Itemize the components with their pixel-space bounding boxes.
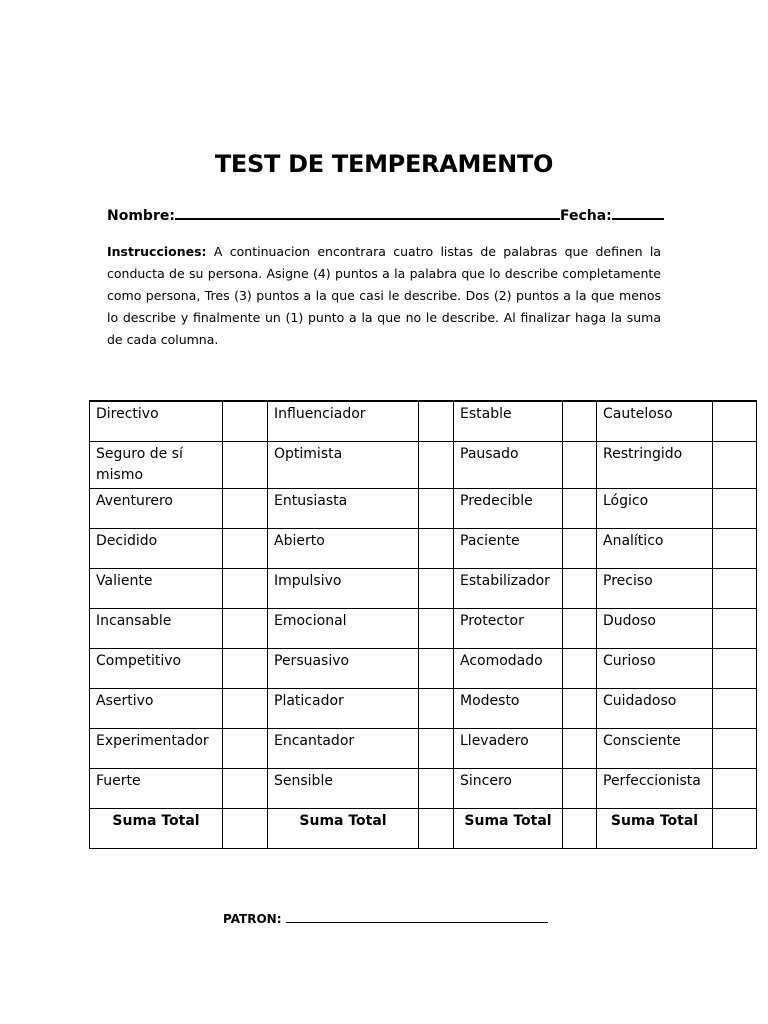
points-cell-d[interactable]	[223, 569, 268, 609]
name-date-line	[107, 205, 664, 224]
word-cell-i: Encantador	[268, 729, 419, 769]
word-cell-i: Entusiasta	[268, 489, 419, 529]
word-cell-d: Valiente	[90, 569, 223, 609]
points-cell-c[interactable]	[713, 489, 757, 529]
points-cell-d[interactable]	[223, 769, 268, 809]
points-cell-d[interactable]	[223, 729, 268, 769]
word-cell-c: Restringido	[597, 442, 713, 489]
table-row	[90, 529, 757, 569]
points-cell-d[interactable]	[223, 489, 268, 529]
instructions-label: Instrucciones:	[107, 244, 207, 259]
points-cell-i[interactable]	[419, 609, 454, 649]
points-cell-s[interactable]	[563, 489, 597, 529]
points-cell-d[interactable]	[223, 401, 268, 442]
sum-label-i: Suma Total	[268, 809, 419, 849]
points-cell-i[interactable]	[419, 689, 454, 729]
table-row	[90, 569, 757, 609]
points-cell-i[interactable]	[419, 489, 454, 529]
name-field[interactable]	[175, 205, 560, 220]
sum-label-c: Suma Total	[597, 809, 713, 849]
points-cell-s[interactable]	[563, 609, 597, 649]
word-cell-c: Consciente	[597, 729, 713, 769]
points-cell-s[interactable]	[563, 689, 597, 729]
instructions-paragraph	[107, 241, 661, 351]
points-cell-i[interactable]	[419, 769, 454, 809]
table-row	[90, 769, 757, 809]
word-cell-s: Llevadero	[454, 729, 563, 769]
word-cell-i: Emocional	[268, 609, 419, 649]
points-cell-d[interactable]	[223, 442, 268, 489]
word-cell-d: Experimentador	[90, 729, 223, 769]
points-cell-s[interactable]	[563, 569, 597, 609]
points-cell-s[interactable]	[563, 442, 597, 489]
word-cell-i: Sensible	[268, 769, 419, 809]
date-label: Fecha:	[559, 208, 612, 224]
points-cell-d[interactable]	[223, 609, 268, 649]
word-cell-c: Dudoso	[597, 609, 713, 649]
patron-line	[223, 911, 548, 926]
sum-row	[90, 809, 757, 849]
word-cell-d: Decidido	[90, 529, 223, 569]
word-cell-d: Aventurero	[90, 489, 223, 529]
word-cell-c: Cauteloso	[597, 401, 713, 442]
points-cell-c[interactable]	[713, 442, 757, 489]
word-cell-i: Influenciador	[268, 401, 419, 442]
table-row	[90, 609, 757, 649]
instructions-text: A continuacion encontrara cuatro listas de palabras que definen la conducta de su persona. Asigne (4) puntos a la palabra que lo describe completamente como persona, Tres (3) puntos a la que casi le describe. Dos (2) puntos a la que menos lo describe y finalmente un (1) punto a la que no le describe. Al finalizar haga la suma de cada columna.	[107, 244, 661, 347]
word-cell-s: Protector	[454, 609, 563, 649]
word-cell-s: Acomodado	[454, 649, 563, 689]
points-cell-c[interactable]	[713, 401, 757, 442]
word-cell-d: Asertivo	[90, 689, 223, 729]
date-field[interactable]	[612, 205, 664, 220]
word-cell-c: Curioso	[597, 649, 713, 689]
word-cell-c: Analítico	[597, 529, 713, 569]
word-cell-d: Fuerte	[90, 769, 223, 809]
points-cell-c[interactable]	[713, 649, 757, 689]
table-row	[90, 442, 757, 489]
points-cell-c[interactable]	[713, 769, 757, 809]
patron-label: PATRON:	[223, 912, 282, 926]
word-cell-c: Cuidadoso	[597, 689, 713, 729]
temperament-table	[89, 400, 757, 849]
patron-field[interactable]	[286, 911, 548, 923]
word-cell-s: Estabilizador	[454, 569, 563, 609]
name-label: Nombre:	[107, 208, 175, 224]
points-cell-c[interactable]	[713, 569, 757, 609]
points-cell-i[interactable]	[419, 569, 454, 609]
points-cell-d[interactable]	[223, 649, 268, 689]
word-cell-d: Seguro de sí mismo	[90, 442, 223, 489]
word-cell-s: Modesto	[454, 689, 563, 729]
word-cell-d: Competitivo	[90, 649, 223, 689]
word-cell-d: Incansable	[90, 609, 223, 649]
points-cell-i[interactable]	[419, 401, 454, 442]
sum-cell-d[interactable]	[223, 809, 268, 849]
points-cell-d[interactable]	[223, 529, 268, 569]
sum-label-d: Suma Total	[90, 809, 223, 849]
sum-cell-i[interactable]	[419, 809, 454, 849]
points-cell-c[interactable]	[713, 689, 757, 729]
points-cell-i[interactable]	[419, 729, 454, 769]
sum-cell-c[interactable]	[713, 809, 757, 849]
word-cell-i: Impulsivo	[268, 569, 419, 609]
sum-cell-s[interactable]	[563, 809, 597, 849]
points-cell-s[interactable]	[563, 649, 597, 689]
word-cell-s: Predecible	[454, 489, 563, 529]
word-cell-d: Directivo	[90, 401, 223, 442]
page-title: TEST DE TEMPERAMENTO	[214, 150, 554, 178]
word-cell-s: Pausado	[454, 442, 563, 489]
points-cell-i[interactable]	[419, 649, 454, 689]
points-cell-s[interactable]	[563, 529, 597, 569]
points-cell-s[interactable]	[563, 401, 597, 442]
points-cell-i[interactable]	[419, 442, 454, 489]
points-cell-s[interactable]	[563, 729, 597, 769]
table-row	[90, 649, 757, 689]
word-cell-i: Optimista	[268, 442, 419, 489]
word-cell-i: Platicador	[268, 689, 419, 729]
table-row	[90, 489, 757, 529]
word-cell-s: Paciente	[454, 529, 563, 569]
sum-label-s: Suma Total	[454, 809, 563, 849]
points-cell-c[interactable]	[713, 609, 757, 649]
word-cell-s: Sincero	[454, 769, 563, 809]
points-cell-c[interactable]	[713, 729, 757, 769]
points-cell-i[interactable]	[419, 529, 454, 569]
points-cell-c[interactable]	[713, 529, 757, 569]
word-cell-i: Abierto	[268, 529, 419, 569]
table-row	[90, 689, 757, 729]
table-row	[90, 729, 757, 769]
word-cell-s: Estable	[454, 401, 563, 442]
word-cell-i: Persuasivo	[268, 649, 419, 689]
word-cell-c: Perfeccionista	[597, 769, 713, 809]
word-cell-c: Lógico	[597, 489, 713, 529]
points-cell-s[interactable]	[563, 769, 597, 809]
table-row	[90, 401, 757, 442]
points-cell-d[interactable]	[223, 689, 268, 729]
word-cell-c: Preciso	[597, 569, 713, 609]
